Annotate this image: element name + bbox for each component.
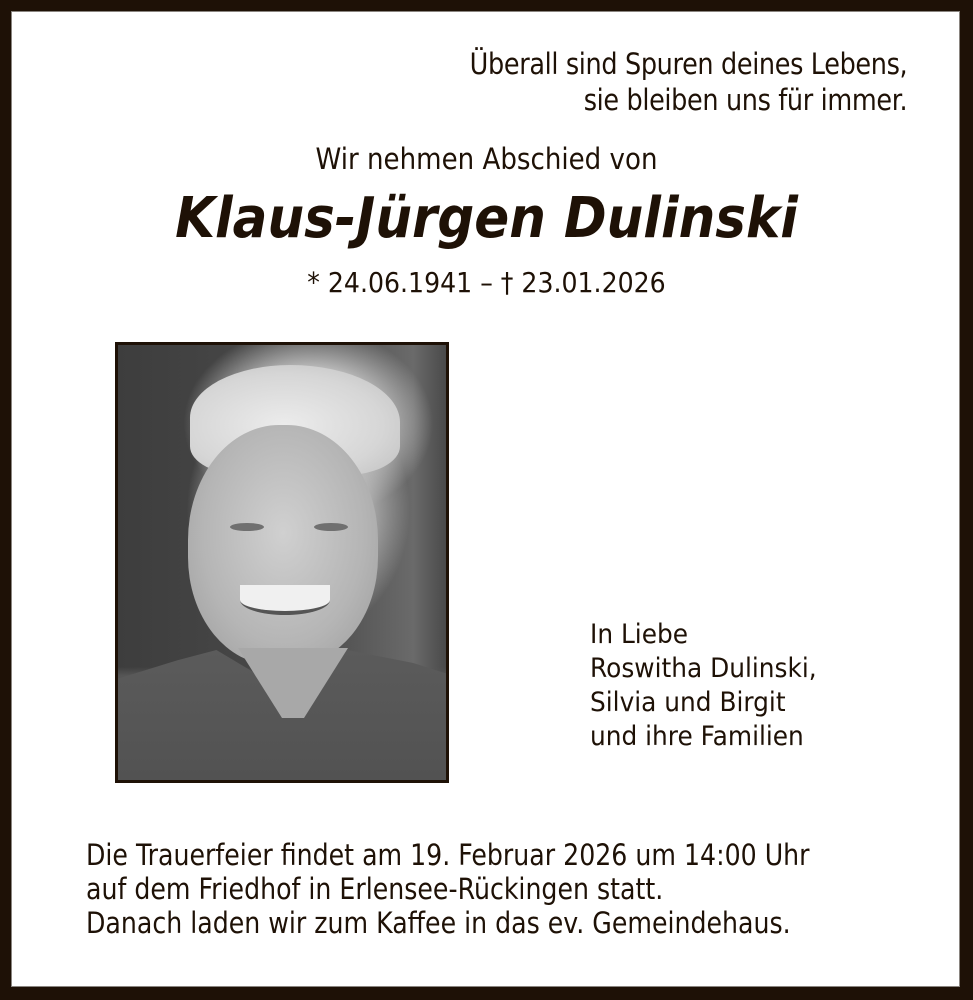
photo-face (188, 425, 378, 665)
mourners-signature (590, 618, 817, 754)
motto-line: Überall sind Spuren deines Lebens, (469, 47, 907, 81)
mourners-line: und ihre Familien (590, 721, 804, 752)
intro-text: Wir nehmen Abschied von (315, 142, 658, 176)
photo-eye-right (314, 523, 348, 531)
funeral-line: auf dem Friedhof in Erlensee-Rückingen statt. (86, 872, 664, 906)
mourners-line: In Liebe (590, 619, 689, 650)
photo-eye-left (230, 523, 264, 531)
portrait-photo (115, 342, 449, 783)
deceased-name: Klaus-Jürgen Dulinski (175, 186, 798, 251)
mourners-line: Roswitha Dulinski, (590, 653, 817, 684)
mourners-line: Silvia und Birgit (590, 687, 786, 718)
motto-line: sie bleiben uns für immer. (583, 83, 907, 117)
motto-quote (469, 46, 907, 118)
funeral-line: Danach laden wir zum Kaffee in das ev. Gemeindehaus. (86, 906, 791, 940)
funeral-details (86, 838, 810, 940)
life-dates: * 24.06.1941 – † 23.01.2026 (307, 266, 666, 299)
funeral-line: Die Trauerfeier findet am 19. Februar 2026 um 14:00 Uhr (86, 838, 810, 872)
photo-smile (240, 585, 330, 615)
